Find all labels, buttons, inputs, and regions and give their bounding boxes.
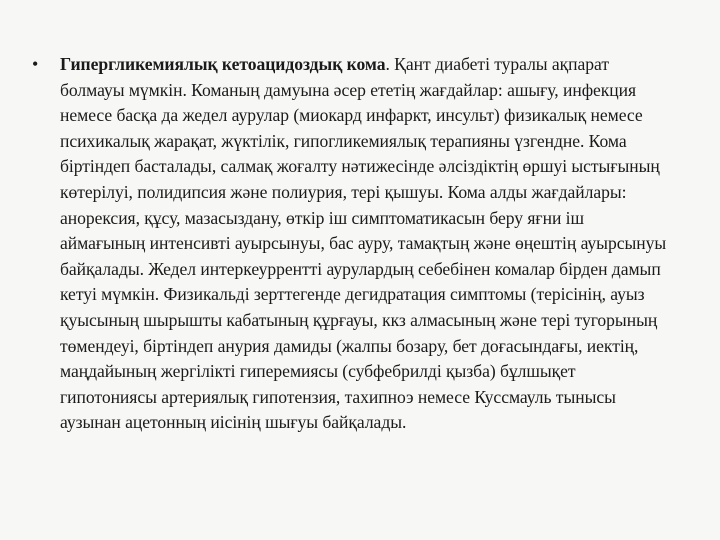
- bullet-paragraph: [60, 52, 670, 436]
- paragraph-body: . Қант диабеті туралы ақпарат болмауы мүмкін. Команың дамуына әсер ететің жағдайлар: ашығу, инфекция немесе басқа да жедел аурулар (миокард инфаркт, инсульт) физикалық немесе психикалық жарақат, жүктілік, гипогликемиялық терапияны үзгендне. Кома біртіндеп басталады, салмақ жоғалту нәтижесінде әлсіздіктің өршуі ыстығының көтерілуі, полидипсия және полиурия, тері қышуы. Кома алды жағдайлары: анорексия, құсу, мазасыздану, өткір іш симптоматикасын беру яғни іш аймағының интенсивті ауырсынуы, бас ауру, тамақтың және өңештің ауырсынуы байқалады. Жедел интеркеуррентті аурулардың себебінен комалар бірден дамып кетуі мүмкін. Физикальді зерттегенде дегидратация симптомы (терісінің, ауыз қуысының шырышты кабатының құрғауы, ккз алмасының және тері тугорының төмендеуі, біртіндеп анурия дамиды (жалпы бозару, бет доғасындағы, иектің, маңдайының жергілікті гиперемиясы (субфебрилді қызба) бұлшықет гипотониясы артериялық гипотензия, тахипноэ немесе Куссмауль тынысы аузынан ацетонның иісінің шығуы байқалады.: [60, 54, 667, 433]
- bullet-icon: •: [32, 54, 39, 74]
- term-heading: Гипергликемиялық кетоацидоздық кома: [60, 54, 386, 74]
- bullet-item: [30, 52, 670, 436]
